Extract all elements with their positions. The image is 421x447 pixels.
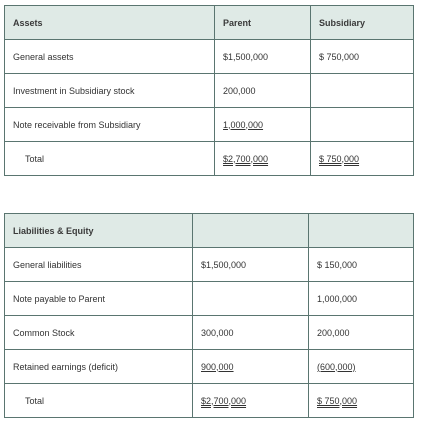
total-label: Total <box>5 142 215 176</box>
parent-value <box>193 282 309 316</box>
parent-value: 300,000 <box>193 316 309 350</box>
double-underlined-value: $2,700,000 <box>201 395 247 406</box>
parent-total <box>193 384 309 418</box>
header-parent: Parent <box>215 6 311 40</box>
row-label: Common Stock <box>5 316 193 350</box>
parent-value: 200,000 <box>215 74 311 108</box>
header-blank-parent <box>193 214 309 248</box>
parent-value <box>193 350 309 384</box>
subsidiary-total <box>309 384 414 418</box>
total-label: Total <box>5 384 193 418</box>
liabilities-header-row <box>5 214 414 248</box>
parent-value <box>215 108 311 142</box>
parent-value: $1,500,000 <box>215 40 311 74</box>
parent-total <box>215 142 311 176</box>
header-liabilities-equity: Liabilities & Equity <box>5 214 193 248</box>
header-assets: Assets <box>5 6 215 40</box>
total-row <box>5 142 414 176</box>
table-row <box>5 350 414 384</box>
header-subsidiary: Subsidiary <box>311 6 414 40</box>
table-row <box>5 40 414 74</box>
liabilities-equity-table <box>4 213 414 418</box>
subsidiary-total <box>311 142 414 176</box>
row-label: Note payable to Parent <box>5 282 193 316</box>
assets-header-row <box>5 6 414 40</box>
row-label: General assets <box>5 40 215 74</box>
underlined-value: 900,000 <box>201 361 234 372</box>
table-row <box>5 282 414 316</box>
double-underlined-value: $ 750,000 <box>319 153 360 164</box>
subsidiary-value <box>311 74 414 108</box>
table-row <box>5 74 414 108</box>
double-underlined-value: $ 750,000 <box>317 395 358 406</box>
underlined-value: (600,000) <box>317 361 356 372</box>
table-row <box>5 316 414 350</box>
row-label: General liabilities <box>5 248 193 282</box>
underlined-value: 1,000,000 <box>223 119 264 130</box>
table-row <box>5 248 414 282</box>
subsidiary-value <box>311 108 414 142</box>
subsidiary-value: $ 150,000 <box>309 248 414 282</box>
double-underlined-value: $2,700,000 <box>223 153 269 164</box>
assets-table <box>4 5 414 176</box>
row-label: Retained earnings (deficit) <box>5 350 193 384</box>
row-label: Investment in Subsidiary stock <box>5 74 215 108</box>
header-blank-subsidiary <box>309 214 414 248</box>
row-label: Note receivable from Subsidiary <box>5 108 215 142</box>
subsidiary-value: $ 750,000 <box>311 40 414 74</box>
table-row <box>5 108 414 142</box>
subsidiary-value <box>309 350 414 384</box>
total-row <box>5 384 414 418</box>
parent-value: $1,500,000 <box>193 248 309 282</box>
subsidiary-value: 1,000,000 <box>309 282 414 316</box>
subsidiary-value: 200,000 <box>309 316 414 350</box>
